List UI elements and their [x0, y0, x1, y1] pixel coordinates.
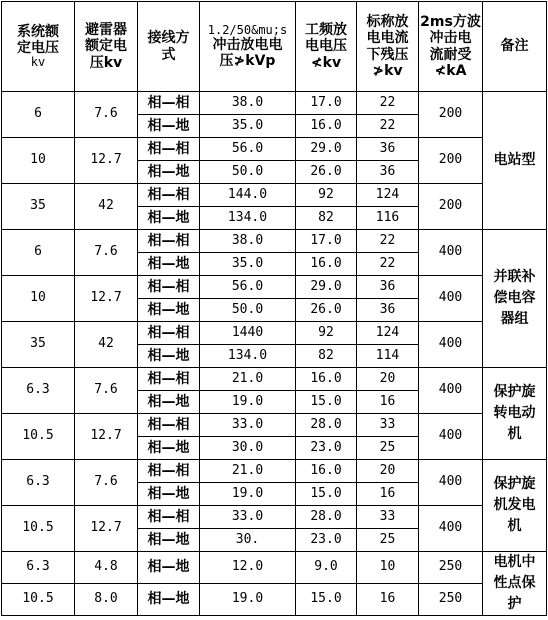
remark-neutral-protection: 电机中 性点保 护: [483, 552, 547, 616]
cell-impulse-voltage: 38.0: [200, 230, 296, 253]
header-impulse-voltage: 1.2/50&mu;s 冲击放电电 压≯kVp: [200, 2, 296, 92]
cell-connection: 相—地: [138, 437, 200, 460]
cell-system-voltage: 6: [2, 230, 75, 276]
cell-square-wave: 400: [419, 276, 483, 322]
cell-system-voltage: 35: [2, 184, 75, 230]
table-row: [2, 584, 547, 616]
cell-residual-voltage: 22: [357, 230, 419, 253]
cell-connection: 相—相: [138, 138, 200, 161]
cell-impulse-voltage: 30.0: [200, 437, 296, 460]
cell-residual-voltage: 16: [357, 391, 419, 414]
cell-residual-voltage: 20: [357, 460, 419, 483]
cell-system-voltage: 10: [2, 276, 75, 322]
cell-square-wave: 200: [419, 138, 483, 184]
cell-impulse-voltage: 21.0: [200, 368, 296, 391]
cell-impulse-voltage: 50.0: [200, 299, 296, 322]
cell-system-voltage: 35: [2, 322, 75, 368]
cell-impulse-voltage: 35.0: [200, 253, 296, 276]
cell-residual-voltage: 33: [357, 506, 419, 529]
header-residual-voltage: 标称放 电电流 下残压 ≯kv: [357, 2, 419, 92]
cell-connection: 相—地: [138, 345, 200, 368]
cell-connection: 相—相: [138, 506, 200, 529]
cell-power-frequency: 82: [296, 345, 357, 368]
cell-arrester-voltage: 7.6: [75, 460, 138, 506]
cell-impulse-voltage: 33.0: [200, 414, 296, 437]
cell-square-wave: 400: [419, 414, 483, 460]
cell-impulse-voltage: 134.0: [200, 345, 296, 368]
cell-residual-voltage: 25: [357, 437, 419, 460]
cell-connection: 相—地: [138, 483, 200, 506]
cell-impulse-voltage: 33.0: [200, 506, 296, 529]
cell-residual-voltage: 25: [357, 529, 419, 552]
cell-residual-voltage: 16: [357, 584, 419, 616]
cell-square-wave: 400: [419, 322, 483, 368]
table-row: [2, 460, 547, 483]
cell-impulse-voltage: 56.0: [200, 138, 296, 161]
cell-residual-voltage: 116: [357, 207, 419, 230]
cell-residual-voltage: 22: [357, 115, 419, 138]
cell-impulse-voltage: 12.0: [200, 552, 296, 584]
cell-system-voltage: 6: [2, 92, 75, 138]
cell-residual-voltage: 124: [357, 322, 419, 345]
cell-impulse-voltage: 19.0: [200, 391, 296, 414]
cell-impulse-voltage: 19.0: [200, 483, 296, 506]
cell-connection: 相—地: [138, 391, 200, 414]
cell-arrester-voltage: 12.7: [75, 414, 138, 460]
cell-arrester-voltage: 4.8: [75, 552, 138, 584]
cell-residual-voltage: 10: [357, 552, 419, 584]
cell-power-frequency: 82: [296, 207, 357, 230]
cell-residual-voltage: 22: [357, 92, 419, 115]
cell-connection: 相—相: [138, 92, 200, 115]
cell-power-frequency: 26.0: [296, 299, 357, 322]
cell-impulse-voltage: 1440: [200, 322, 296, 345]
cell-impulse-voltage: 35.0: [200, 115, 296, 138]
cell-connection: 相—地: [138, 207, 200, 230]
cell-connection: 相—相: [138, 230, 200, 253]
cell-connection: 相—相: [138, 368, 200, 391]
cell-connection: 相—相: [138, 460, 200, 483]
cell-arrester-voltage: 42: [75, 322, 138, 368]
remark-generator: 保护旋 机发电 机: [483, 460, 547, 552]
cell-square-wave: 400: [419, 506, 483, 552]
header-arrester-voltage: 避雷器 额定电 压kv: [75, 2, 138, 92]
cell-square-wave: 250: [419, 552, 483, 584]
cell-square-wave: 200: [419, 92, 483, 138]
remark-capacitor-bank: 并联补 偿电容 器组: [483, 230, 547, 368]
cell-power-frequency: 16.0: [296, 460, 357, 483]
cell-connection: 相—地: [138, 552, 200, 584]
table-row: [2, 276, 547, 299]
cell-power-frequency: 16.0: [296, 253, 357, 276]
cell-impulse-voltage: 21.0: [200, 460, 296, 483]
cell-connection: 相—相: [138, 322, 200, 345]
table-row: [2, 322, 547, 345]
cell-power-frequency: 15.0: [296, 584, 357, 616]
cell-system-voltage: 10.5: [2, 506, 75, 552]
cell-arrester-voltage: 7.6: [75, 92, 138, 138]
header-power-frequency: 工频放 电电压 ≮kv: [296, 2, 357, 92]
cell-power-frequency: 16.0: [296, 115, 357, 138]
cell-square-wave: 200: [419, 184, 483, 230]
cell-connection: 相—相: [138, 184, 200, 207]
cell-square-wave: 250: [419, 584, 483, 616]
cell-square-wave: 400: [419, 460, 483, 506]
cell-impulse-voltage: 134.0: [200, 207, 296, 230]
cell-impulse-voltage: 19.0: [200, 584, 296, 616]
header-row: [2, 2, 547, 92]
cell-system-voltage: 10.5: [2, 584, 75, 616]
cell-power-frequency: 23.0: [296, 529, 357, 552]
table-row: [2, 138, 547, 161]
cell-impulse-voltage: 56.0: [200, 276, 296, 299]
cell-power-frequency: 16.0: [296, 368, 357, 391]
cell-connection: 相—相: [138, 414, 200, 437]
cell-power-frequency: 92: [296, 184, 357, 207]
cell-residual-voltage: 36: [357, 138, 419, 161]
arrester-parameter-table: [1, 1, 547, 616]
remark-station-type: 电站型: [483, 92, 547, 230]
header-remark: 备注: [483, 2, 547, 92]
cell-impulse-voltage: 30.: [200, 529, 296, 552]
header-square-wave: 2ms方波 冲击电 流耐受 ≮kA: [419, 2, 483, 92]
cell-connection: 相—地: [138, 584, 200, 616]
cell-residual-voltage: 36: [357, 161, 419, 184]
cell-residual-voltage: 20: [357, 368, 419, 391]
cell-power-frequency: 9.0: [296, 552, 357, 584]
cell-power-frequency: 23.0: [296, 437, 357, 460]
cell-power-frequency: 29.0: [296, 276, 357, 299]
table-row: [2, 368, 547, 391]
cell-system-voltage: 10.5: [2, 414, 75, 460]
table-row: [2, 184, 547, 207]
table-row: [2, 230, 547, 253]
header-connection: 接线方 式: [138, 2, 200, 92]
cell-power-frequency: 28.0: [296, 506, 357, 529]
cell-power-frequency: 92: [296, 322, 357, 345]
cell-residual-voltage: 124: [357, 184, 419, 207]
cell-residual-voltage: 22: [357, 253, 419, 276]
cell-arrester-voltage: 7.6: [75, 230, 138, 276]
remark-rotating-motor: 保护旋 转电动 机: [483, 368, 547, 460]
cell-arrester-voltage: 12.7: [75, 506, 138, 552]
cell-impulse-voltage: 38.0: [200, 92, 296, 115]
table-row: [2, 506, 547, 529]
cell-system-voltage: 10: [2, 138, 75, 184]
cell-connection: 相—地: [138, 115, 200, 138]
cell-power-frequency: 15.0: [296, 391, 357, 414]
cell-arrester-voltage: 12.7: [75, 276, 138, 322]
cell-residual-voltage: 114: [357, 345, 419, 368]
cell-system-voltage: 6.3: [2, 460, 75, 506]
cell-residual-voltage: 33: [357, 414, 419, 437]
cell-residual-voltage: 16: [357, 483, 419, 506]
cell-connection: 相—地: [138, 529, 200, 552]
cell-system-voltage: 6.3: [2, 552, 75, 584]
cell-connection: 相—地: [138, 299, 200, 322]
cell-connection: 相—相: [138, 276, 200, 299]
cell-arrester-voltage: 8.0: [75, 584, 138, 616]
cell-arrester-voltage: 42: [75, 184, 138, 230]
cell-connection: 相—地: [138, 161, 200, 184]
cell-arrester-voltage: 7.6: [75, 368, 138, 414]
cell-residual-voltage: 36: [357, 276, 419, 299]
cell-square-wave: 400: [419, 368, 483, 414]
cell-impulse-voltage: 50.0: [200, 161, 296, 184]
cell-square-wave: 400: [419, 230, 483, 276]
cell-residual-voltage: 36: [357, 299, 419, 322]
cell-power-frequency: 26.0: [296, 161, 357, 184]
cell-connection: 相—地: [138, 253, 200, 276]
table-row: [2, 552, 547, 584]
cell-system-voltage: 6.3: [2, 368, 75, 414]
cell-power-frequency: 29.0: [296, 138, 357, 161]
cell-impulse-voltage: 144.0: [200, 184, 296, 207]
header-system-voltage: 系统额 定电压 kv: [2, 2, 75, 92]
cell-power-frequency: 28.0: [296, 414, 357, 437]
table-row: [2, 414, 547, 437]
cell-power-frequency: 17.0: [296, 230, 357, 253]
cell-power-frequency: 17.0: [296, 92, 357, 115]
cell-power-frequency: 15.0: [296, 483, 357, 506]
table-row: [2, 92, 547, 115]
cell-arrester-voltage: 12.7: [75, 138, 138, 184]
